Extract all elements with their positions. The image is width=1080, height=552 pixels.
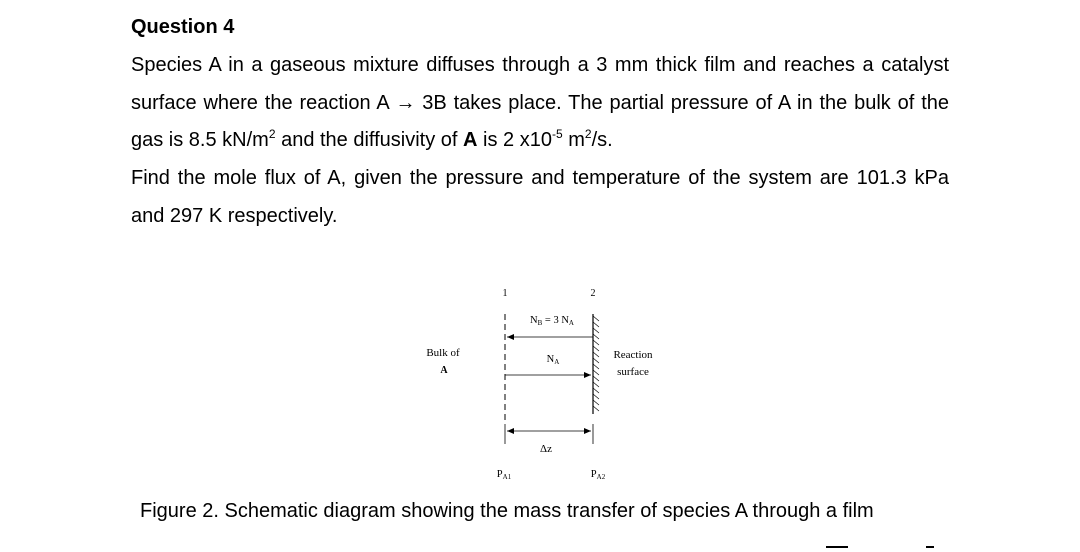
flux-relation-label (530, 315, 574, 327)
flux-a-n: N (546, 354, 555, 365)
p1-sup-2: -5 (551, 127, 563, 141)
p1-text-1: Species A in a gaseous mixture diffuses through a 3 mm thick film and reaches a catalyst surface where the reaction A → 3B takes place. The partial pressure of A in the bulk of the gas is 8.5 kN/m (131, 54, 949, 151)
surface-label-line-1: Reaction (613, 349, 653, 361)
pa2-sub: A2 (596, 473, 606, 481)
figure-caption: Figure 2. Schematic diagram showing the mass transfer of species A through a film (140, 500, 874, 522)
pa2-p: P (590, 469, 597, 480)
plane-1-label: 1 (502, 288, 508, 299)
p1-text-3: is 2 x10 (477, 129, 552, 151)
flux-relation-n: N (530, 315, 538, 326)
flux-relation-sub-a: A (568, 319, 574, 327)
p1-sup-1: 2 (268, 127, 276, 141)
delta-z-label: Δz (540, 443, 552, 455)
pa2-label (591, 469, 606, 481)
flux-a-label (547, 354, 560, 366)
p1-sup-3: 2 (584, 127, 592, 141)
cropped-mark-top-right (926, 0, 934, 4)
p1-text-4: m (562, 129, 585, 151)
film-diffusion-diagram (400, 275, 680, 485)
flux-relation-sub-b: B (537, 319, 543, 327)
flux-relation-mid: = 3 N (542, 315, 569, 326)
question-heading: Question 4 (131, 16, 235, 38)
catalyst-surface-hatching (593, 316, 599, 411)
pa1-sub: A1 (502, 473, 512, 481)
p1-text-5: /s. (591, 129, 613, 151)
bulk-label-line-2: A (440, 365, 448, 376)
pa1-p: P (496, 469, 503, 480)
question-paragraph-2: Find the mole flux of A, given the pressure and temperature of the system are 101.3 kPa and 297 K respectively. (131, 167, 949, 227)
p1-text-2: and the diffusivity of (275, 129, 464, 151)
cropped-mark-top-left (826, 0, 834, 4)
cropped-mark-bottom-right (926, 546, 934, 552)
flux-a-sub: A (554, 358, 560, 366)
question-paragraph-1 (131, 47, 949, 160)
plane-2-label: 2 (590, 288, 596, 299)
bulk-label-line-1: Bulk of (426, 347, 460, 359)
p1-bold-species: A (463, 129, 478, 151)
surface-label-line-2: surface (617, 366, 649, 378)
cropped-mark-bottom-left (826, 546, 848, 552)
pa1-label (497, 469, 512, 481)
